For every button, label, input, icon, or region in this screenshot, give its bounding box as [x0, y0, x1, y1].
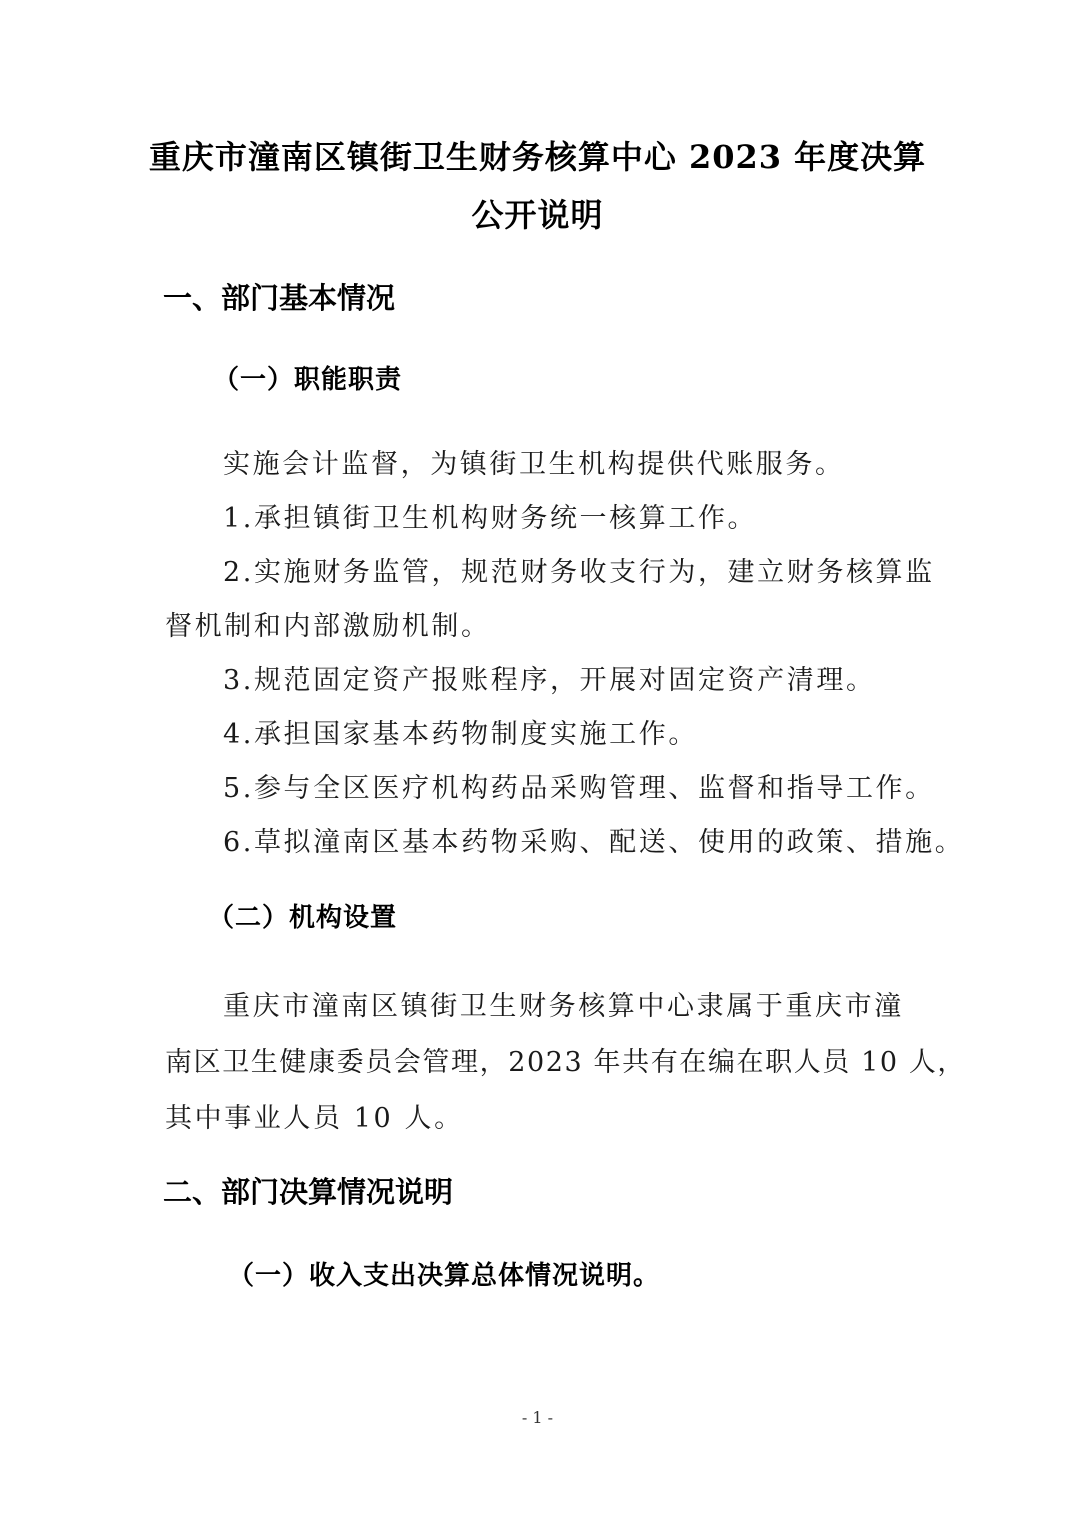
duty-item-6: 6.草拟潼南区基本药物采购、配送、使用的政策、措施。	[223, 827, 965, 858]
section-2-heading: 二、部门决算情况说明	[163, 1175, 454, 1209]
subsection-1-2-heading: （二）机构设置	[208, 903, 398, 933]
page-number: - 1 -	[521, 1408, 554, 1427]
section-1-heading: 一、部门基本情况	[163, 281, 396, 315]
duty-item-2: 2.实施财务监管，规范财务收支行为，建立财务核算监	[223, 557, 935, 588]
org-paragraph-line-2: 南区卫生健康委员会管理，2023 年共有在编在职人员 10 人，	[165, 1047, 967, 1078]
subsection-1-1-heading: （一）职能职责	[213, 365, 403, 395]
duty-item-3: 3.规范固定资产报账程序，开展对固定资产清理。	[223, 665, 876, 696]
org-paragraph-line-3: 其中事业人员 10 人。	[165, 1103, 464, 1134]
duty-item-1: 1.承担镇街卫生机构财务统一核算工作。	[223, 503, 758, 534]
paragraph-intro: 实施会计监督，为镇街卫生机构提供代账服务。	[223, 449, 845, 480]
title-line-1: 重庆市潼南区镇街卫生财务核算中心 2023 年度决算	[148, 138, 927, 176]
title-line-2: 公开说明	[471, 196, 604, 234]
duty-item-2-continued: 督机制和内部激励机制。	[165, 611, 491, 642]
subsection-2-1-heading: （一）收入支出决算总体情况说明。	[228, 1261, 661, 1291]
duty-item-4: 4.承担国家基本药物制度实施工作。	[223, 719, 698, 750]
duty-item-5: 5.参与全区医疗机构药品采购管理、监督和指导工作。	[223, 773, 935, 804]
document-title	[120, 128, 955, 244]
org-paragraph-line-1: 重庆市潼南区镇街卫生财务核算中心隶属于重庆市潼	[223, 991, 904, 1022]
